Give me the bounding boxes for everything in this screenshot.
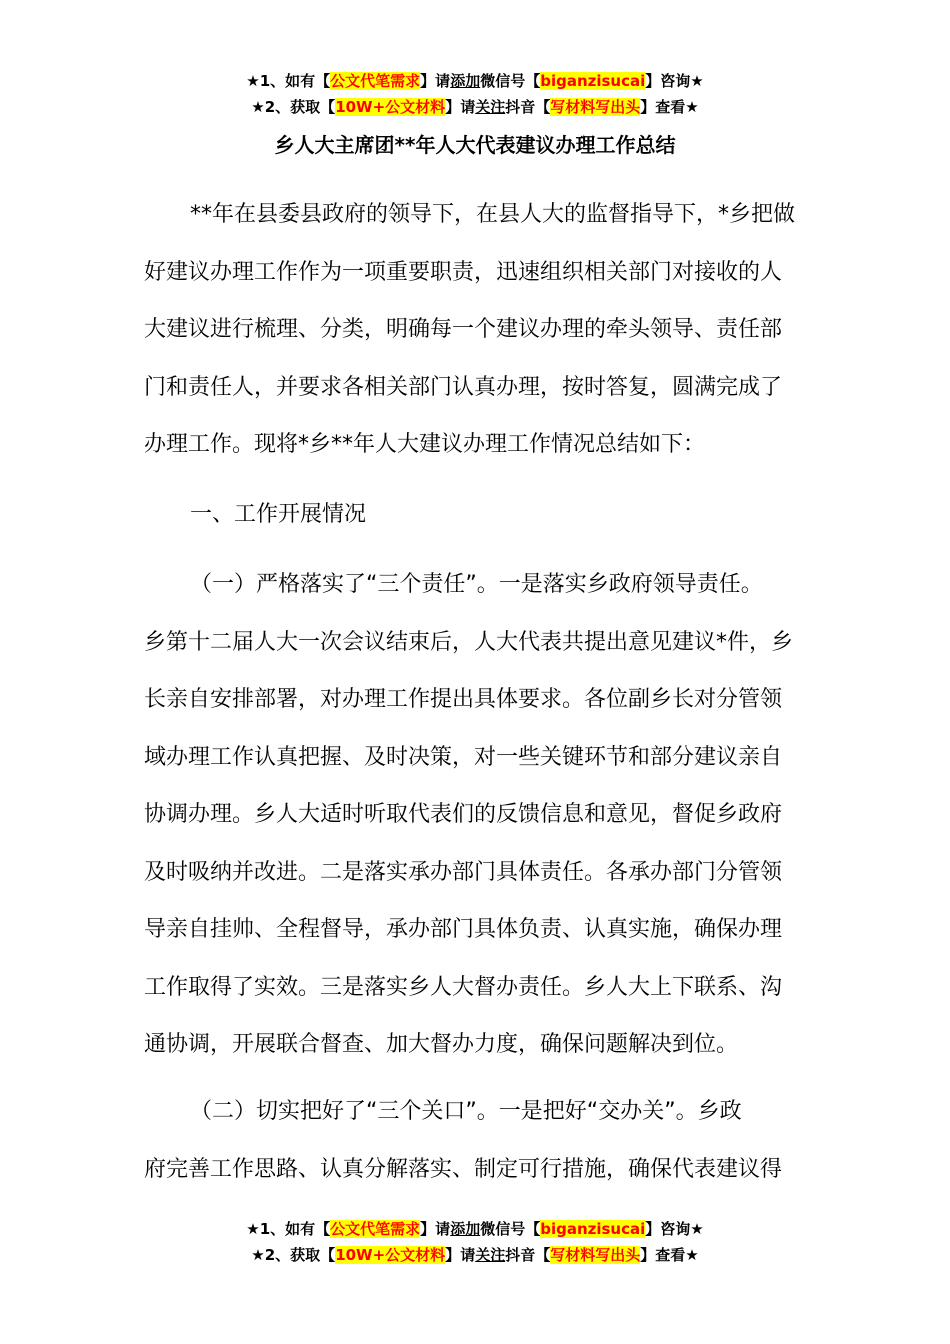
paragraph-line: 协调办理。乡人大适时听取代表们的反馈信息和意见，督促乡政府	[144, 802, 783, 827]
paragraph-line: （一）严格落实了“三个责任”。一是落实乡政府领导责任。	[190, 572, 763, 597]
banner-text: ★1、如有【	[246, 1220, 331, 1238]
banner-underline-text: 关注	[475, 98, 506, 116]
banner-highlight: 写材料写出头	[550, 1246, 641, 1264]
banner-line-2	[0, 1242, 950, 1268]
paragraph-responsibilities	[144, 556, 812, 1074]
banner-text: 】查看★	[640, 1246, 699, 1264]
banner-text: 】请	[420, 72, 451, 90]
banner-text: 】请	[445, 98, 476, 116]
section-heading	[144, 486, 812, 544]
banner-text: 】咨询★	[645, 72, 704, 90]
banner-highlight: 公文代笔需求	[330, 1220, 421, 1238]
banner-highlight: 公文代笔需求	[330, 72, 421, 90]
paragraph-line: （二）切实把好了“三个关口”。一是把好“交办关”。乡政	[190, 1099, 742, 1124]
banner-highlight: biganzisucai	[540, 72, 646, 90]
banner-highlight: 写材料写出头	[550, 98, 641, 116]
banner-underline-text: 添加	[450, 1220, 481, 1238]
banner-text: 】查看★	[640, 98, 699, 116]
paragraph-line: 门和责任人，并要求各相关部门认真办理，按时答复，圆满完成了	[144, 374, 783, 400]
paragraph-line: 府完善工作思路、认真分解落实、制定可行措施，确保代表建议得	[144, 1156, 783, 1182]
top-banner	[0, 68, 950, 120]
paragraph-line: 导亲自挂帅、全程督导，承办部门具体负责、认真实施，确保办理	[144, 917, 783, 942]
paragraph-line: 大建议进行梳理、分类，明确每一个建议办理的牵头领导、责任部	[144, 317, 783, 342]
paragraph-line: 工作取得了实效。三是落实乡人大督办责任。乡人大上下联系、沟	[144, 974, 783, 1000]
banner-underline-text: 添加	[450, 72, 481, 90]
banner-text: 】请	[445, 1246, 476, 1264]
bottom-banner	[0, 1216, 950, 1268]
banner-underline-text: 关注	[475, 1246, 506, 1264]
paragraph-line: 好建议办理工作作为一项重要职责，迅速组织相关部门对接收的人	[144, 259, 783, 285]
banner-highlight: 10W+公文材料	[335, 1246, 446, 1264]
banner-line-2	[0, 94, 950, 120]
paragraph-line: 长亲自安排部署，对办理工作提出具体要求。各位副乡长对分管领	[144, 687, 783, 712]
banner-text: 微信号【	[480, 72, 541, 90]
banner-line-1	[0, 68, 950, 94]
paragraph-intro	[144, 186, 812, 474]
paragraph-line: 通协调，开展联合督查、加大督办力度，确保问题解决到位。	[144, 1032, 739, 1057]
paragraph-checkpoints	[144, 1083, 812, 1198]
paragraph-line: 办理工作。现将*乡**年人大建议办理工作情况总结如下：	[144, 432, 706, 457]
banner-text: ★2、获取【	[251, 98, 336, 116]
paragraph-line: 及时吸纳并改进。二是落实承办部门具体责任。各承办部门分管领	[144, 859, 783, 885]
heading-text: 一、工作开展情况	[190, 502, 367, 527]
banner-highlight: biganzisucai	[540, 1220, 646, 1238]
paragraph-line: 乡第十二届人大一次会议结束后，人大代表共提出意见建议*件，乡	[144, 629, 794, 655]
document-title: 乡人大主席团**年人大代表建议办理工作总结	[274, 133, 676, 157]
banner-text: 抖音【	[505, 1246, 551, 1264]
banner-text: ★2、获取【	[251, 1246, 336, 1264]
banner-text: 】咨询★	[645, 1220, 704, 1238]
paragraph-line: 域办理工作认真把握、及时决策，对一些关键环节和部分建议亲自	[144, 744, 783, 770]
banner-text: 抖音【	[505, 98, 551, 116]
banner-highlight: 10W+公文材料	[335, 98, 446, 116]
banner-text: 】请	[420, 1220, 451, 1238]
banner-line-1	[0, 1216, 950, 1242]
banner-text: 微信号【	[480, 1220, 541, 1238]
paragraph-line: **年在县委县政府的领导下，在县人大的监督指导下，*乡把做	[190, 202, 796, 227]
banner-text: ★1、如有【	[246, 72, 331, 90]
